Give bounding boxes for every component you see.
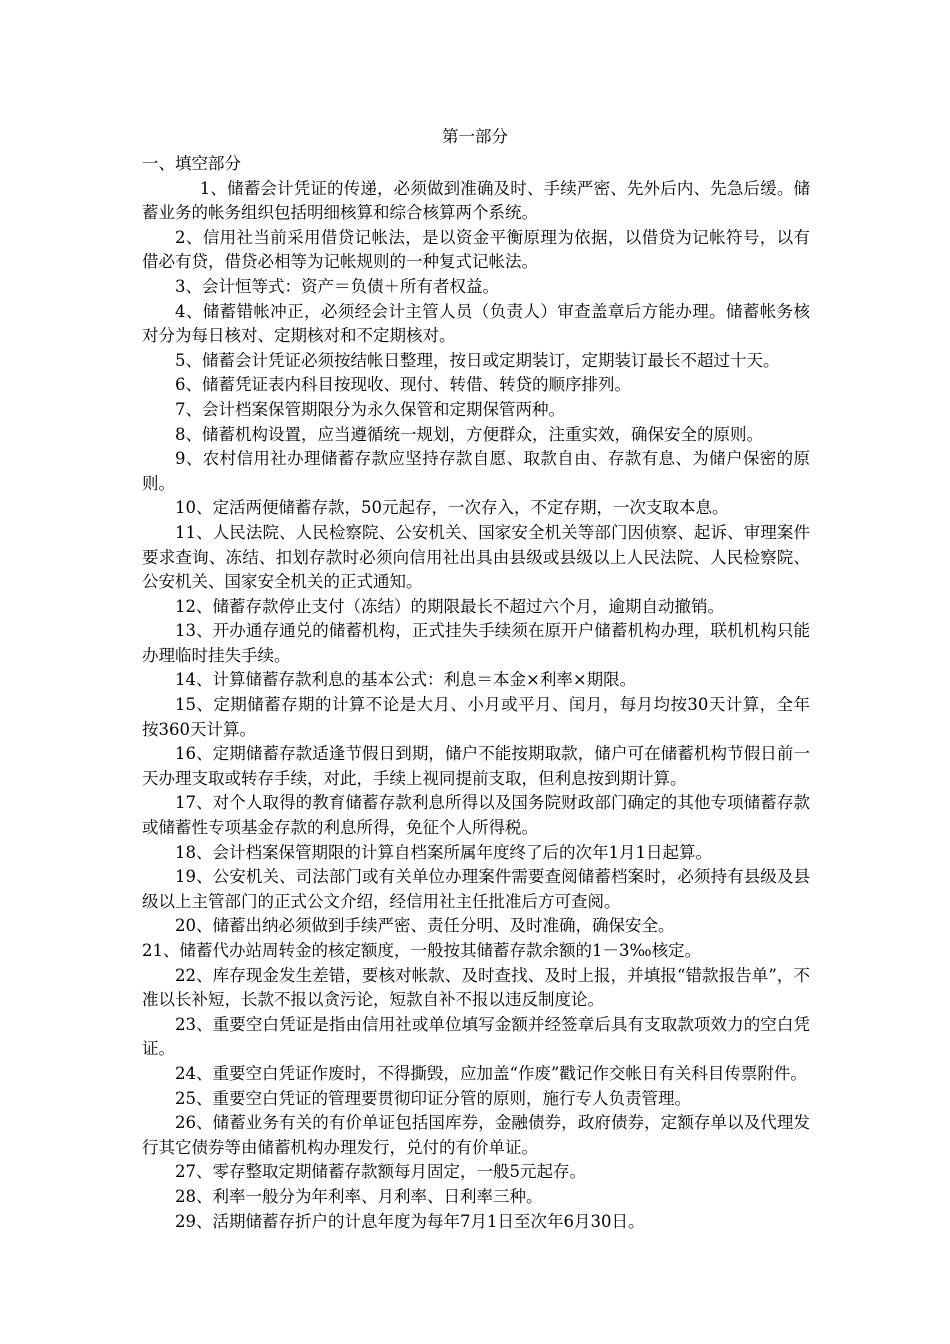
paragraph: 29、活期储蓄存折户的计息年度为每年7月1日至次年6月30日。 bbox=[175, 1211, 645, 1231]
document-body bbox=[142, 152, 810, 1234]
paragraph: 8、储蓄机构设置，应当遵循统一规划，方便群众，注重实效，确保安全的原则。 bbox=[175, 424, 763, 444]
paragraph: 5、储蓄会计凭证必须按结帐日整理，按日或定期装订，定期装订最长不超过十天。 bbox=[175, 350, 780, 370]
paragraph: 19、公安机关、司法部门或有关单位办理案件需要查阅储蓄档案时，必须持有县级及县级以上主管部门的正式公文介绍，经信用社主任批准后方可查阅。 bbox=[142, 867, 810, 911]
paragraph: 9、农村信用社办理储蓄存款应坚持存款自愿、取款自由、存款有息、为储户保密的原则。 bbox=[142, 449, 810, 493]
page-title: 第一部分 bbox=[442, 127, 508, 146]
paragraph: 16、定期储蓄存款适逢节假日到期，储户不能按期取款，储户可在储蓄机构节假日前一天办理支取或转存手续，对此，手续上视同提前支取，但利息按到期计算。 bbox=[142, 744, 810, 788]
paragraph: 21、储蓄代办站周转金的核定额度，一般按其储蓄存款余额的1－3‰核定。 bbox=[142, 941, 702, 960]
paragraph: 22、库存现金发生差错，要核对帐款、及时查找、及时上报，并填报“错款报告单”，不准以长补短，长款不报以贪污论，短款自补不报以违反制度论。 bbox=[142, 965, 810, 1010]
paragraph: 2、信用社当前采用借贷记帐法，是以资金平衡原理为依据，以借贷为记帐符号，以有借必有贷，借贷必相等为记帐规则的一种复式记帐法。 bbox=[142, 227, 810, 272]
paragraph: 3、会计恒等式：资产＝负债＋所有者权益。 bbox=[175, 276, 499, 296]
paragraph: 12、储蓄存款停止支付（冻结）的期限最长不超过六个月，逾期自动撤销。 bbox=[175, 596, 724, 616]
paragraph: 10、定活两便储蓄存款，50元起存，一次存入，不定存期，一次支取本息。 bbox=[175, 498, 729, 518]
paragraph: 20、储蓄出纳必须做到手续严密、责任分明、及时准确，确保安全。 bbox=[175, 916, 675, 936]
paragraph: 13、开办通存通兑的储蓄机构，正式挂失手续须在原开户储蓄机构办理，联机机构只能办理临时挂失手续。 bbox=[142, 621, 810, 665]
paragraph: 6、储蓄凭证表内科目按现收、现付、转借、转贷的顺序排列。 bbox=[175, 375, 631, 395]
paragraph: 11、人民法院、人民检察院、公安机关、国家安全机关等部门因侦察、起诉、审理案件要求查询、冻结、扣划存款时必须向信用社出具由县级或县级以上人民法院、人民检察院、公安机关、国家安全机关的正式通知。 bbox=[142, 522, 810, 592]
paragraph: 7、会计档案保管期限分为永久保管和定期保管两种。 bbox=[175, 399, 565, 419]
paragraph: 1、储蓄会计凭证的传递，必须做到准确及时、手续严密、先外后内、先急后缓。储蓄业务的帐务组织包括明细核算和综合核算两个系统。 bbox=[142, 178, 810, 223]
paragraph: 24、重要空白凭证作废时，不得撕毁，应加盖“作废”戳记作交帐日有关科目传票附件。 bbox=[175, 1063, 807, 1083]
paragraph: 28、利率一般分为年利率、月利率、日利率三种。 bbox=[175, 1186, 543, 1206]
paragraph: 14、计算储蓄存款利息的基本公式：利息＝本金×利率×期限。 bbox=[175, 670, 637, 690]
paragraph: 23、重要空白凭证是指由信用社或单位填写金额并经签章后具有支取款项效力的空白凭证。 bbox=[142, 1014, 810, 1059]
paragraph: 18、会计档案保管期限的计算自档案所属年度终了后的次年1月1日起算。 bbox=[175, 842, 712, 862]
section-heading: 一、填空部分 bbox=[142, 154, 241, 173]
paragraph: 26、储蓄业务有关的有价单证包括国库券，金融债券，政府债券，定额存单以及代理发行其它债券等由储蓄机构办理发行，兑付的有价单证。 bbox=[142, 1113, 810, 1157]
paragraph: 15、定期储蓄存期的计算不论是大月、小月或平月、闰月，每月均按30天计算，全年按360天计算。 bbox=[142, 695, 810, 739]
paragraph: 25、重要空白凭证的管理要贯彻印证分管的原则，施行专人负责管理。 bbox=[175, 1088, 691, 1108]
paragraph: 27、零存整取定期储蓄存款额每月固定，一般5元起存。 bbox=[175, 1162, 586, 1182]
paragraph: 4、储蓄错帐冲正，必须经会计主管人员（负责人）审查盖章后方能办理。储蓄帐务核对分为每日核对、定期核对和不定期核对。 bbox=[142, 301, 810, 346]
paragraph: 17、对个人取得的教育储蓄存款利息所得以及国务院财政部门确定的其他专项储蓄存款或储蓄性专项基金存款的利息所得，免征个人所得税。 bbox=[142, 793, 810, 838]
